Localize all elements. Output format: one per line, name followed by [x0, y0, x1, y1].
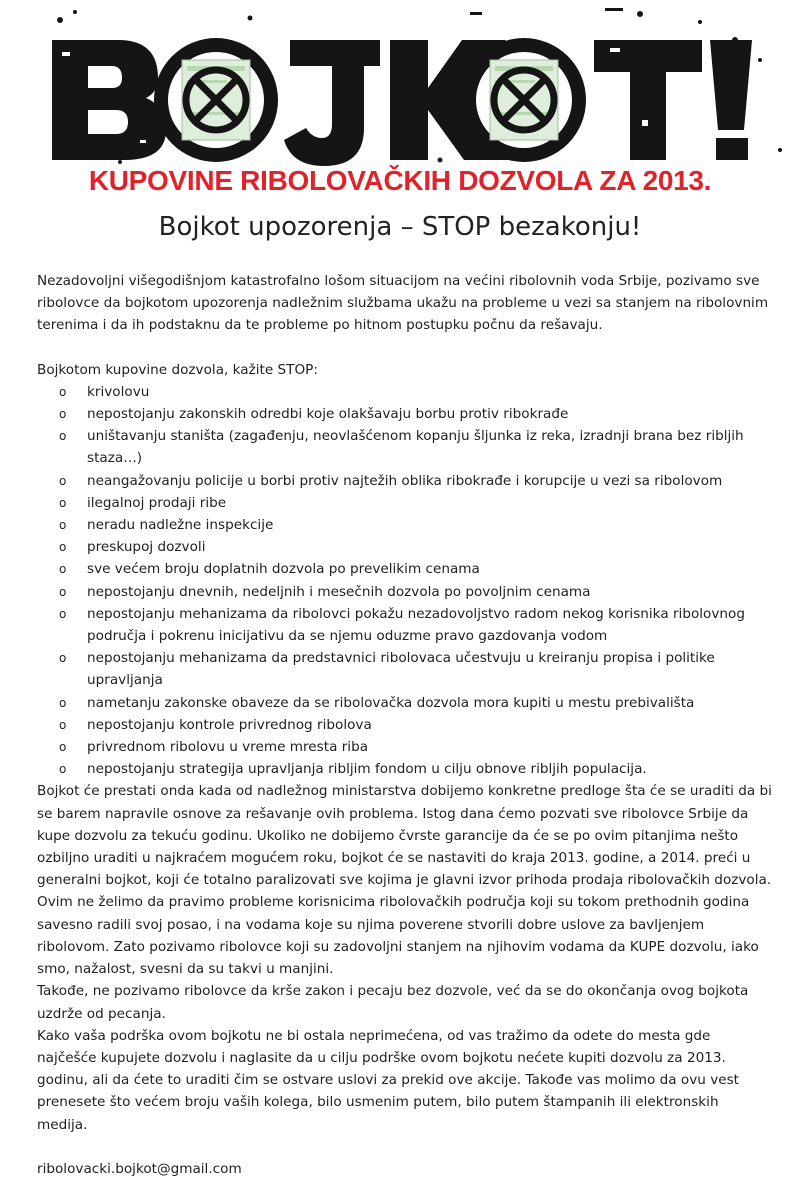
list-item: o nepostojanju dnevnih, nedeljnih i mesečnih dozvola po povoljnim cenama	[37, 581, 772, 603]
list-item: o nametanju zakonske obaveze da se ribolovačka dozvola mora kupiti u mestu prebivališta	[37, 692, 772, 714]
list-item: o uništavanju staništa (zagađenju, neovlašćenom kopanju šljunka iz reka, izradnji brana bez ribljih staza…)	[37, 425, 772, 469]
list-intro: Bojkotom kupovine dozvola, kažite STOP:	[37, 361, 318, 378]
logo-letter-b	[52, 40, 166, 160]
list-item: o nepostojanju kontrole privrednog ribolova	[37, 714, 772, 736]
list-item: o neradu nadležne inspekcije	[37, 514, 772, 536]
body-paragraph: Kako vaša podrška ovom bojkotu ne bi ostala neprimećena, od vas tražimo da odete do mesta gde najčešće kupujete dozvolu i naglasite da u cilju podrške ovom bojkotu nećete kupiti dozvolu za 2013. godinu, ali da ćete to uraditi čim se ostvare uslovi za prekid ove akcije. Takođe vas molimo da ovu vest prenesete što većem broju vaših kolega, bilo usmenim putem, bilo putem štampanih ili elektronskih medija.	[37, 1027, 740, 1133]
body-paragraph: Takođe, ne pozivamo ribolovce da krše zakon i pecaju bez dozvole, već da se do okončanja ovog bojkota uzdrže od pecanja.	[37, 983, 749, 1022]
contact-email: ribolovacki.bojkot@gmail.com	[37, 1160, 242, 1177]
logo-letter-o-stamp	[462, 38, 586, 162]
list-item: o krivolovu	[37, 381, 772, 403]
logo-letter-o-stamp	[154, 38, 278, 162]
list-item: o nepostojanju strategija upravljanja ribljim fondom u cilju obnove ribljih populacija.	[37, 758, 772, 780]
list-item: o sve većem broju doplatnih dozvola po prevelikim cenama	[37, 558, 772, 580]
logo-letter-t	[594, 40, 702, 160]
list-item: o neangažovanju policije u borbi protiv najtežih oblika ribokrađe i korupcije u vezi sa ribolovom	[37, 470, 772, 492]
list-item: o nepostojanju zakonskih odredbi koje olakšavaju borbu protiv ribokrađe	[37, 403, 772, 425]
list-item: o nepostojanju mehanizama da ribolovci pokažu nezadovoljstvo radom nekog korisnika ribolovnog područja i pokrenu inicijativu da se njemu oduzme pravo gazdovanja vodom	[37, 603, 772, 647]
list-item: o ilegalnoj prodaji ribe	[37, 492, 772, 514]
list-item: o nepostojanju mehanizama da predstavnici ribolovaca učestvuju u kreiranju propisa i politike upravljanja	[37, 647, 772, 691]
list-item: o preskupoj dozvoli	[37, 536, 772, 558]
stop-list	[37, 381, 772, 781]
logo-letter-j	[284, 40, 380, 166]
list-item: o privrednom ribolovu u vreme mresta riba	[37, 736, 772, 758]
logo-exclamation	[710, 40, 752, 160]
page-tagline: Bojkot upozorenja – STOP bezakonju!	[158, 212, 642, 242]
page-subtitle: KUPOVINE RIBOLOVAČKIH DOZVOLA ZA 2013.	[88, 165, 712, 196]
body-paragraph: Bojkot će prestati onda kada od nadležnog ministarstva dobijemo konkretne predloge šta će se uraditi da bi se barem napravile osnove za rešavanje ovih problema. Istog dana ćemo pozvati sve ribolovce Srbije da kupe dozvolu za tekuću godinu. Ukoliko ne dobijemo čvrste garancije da će se po ovim pitanjima nešto ozbiljno uraditi u najkraćem mogućem roku, bojkot će se nastaviti do kraja 2013. godine, a 2014. preći u generalni bojkot, koji će totalno paralizovati sve kojima je glavni izvor prihoda prodaja ribolovačkih dozvola.	[37, 783, 772, 889]
document-body	[37, 270, 772, 1180]
body-paragraph: Ovim ne želimo da pravimo probleme korisnicima ribolovačkih područja koji su tokom prethodnih godina savesno radili svoj posao, i na vodama koje su njima poverene stvorili dobre uslove za bavljenjem ribolovom. Zato pozivamo ribolovce koji su zadovoljni stanjem na njihovim vodama da KUPE dozvolu, iako smo, nažalost, svesni da su takvi u manjini.	[37, 894, 759, 978]
intro-paragraph: Nezadovoljni višegodišnjom katastrofalno lošom situacijom na većini ribolovnih voda Srbije, pozivamo sve ribolovce da bojkotom upozorenja nadležnim službama ukažu na probleme u vezi sa stanjem na ribolovnim terenima i da ih podstaknu da te probleme po hitnom postupku počnu da rešavaju.	[37, 273, 769, 334]
header	[0, 0, 800, 242]
